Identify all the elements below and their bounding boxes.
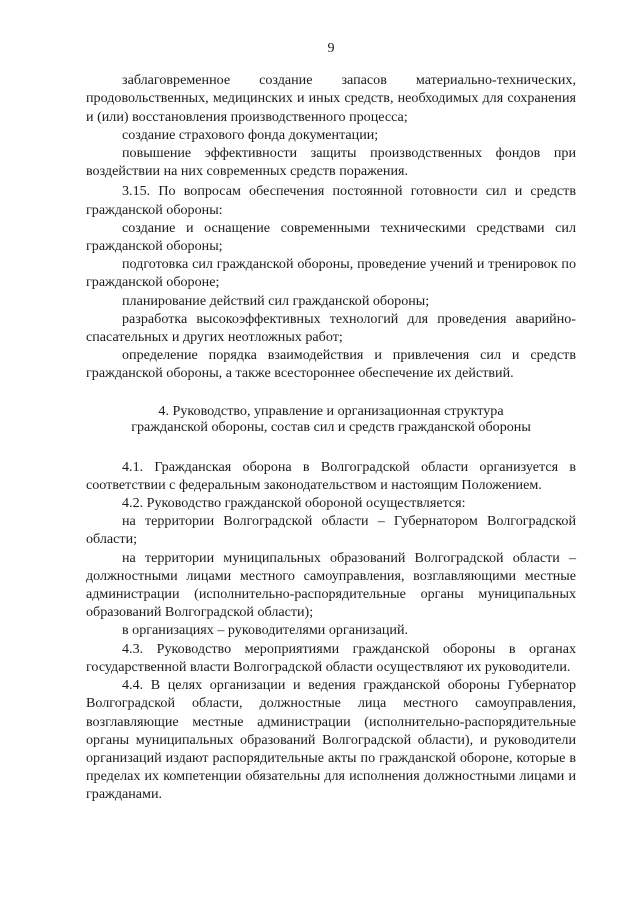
paragraph: 3.15. По вопросам обеспечения постоянной готовности сил и средств гражданской обороны: <box>86 183 576 218</box>
paragraph: 4.3. Руководство мероприятиями гражданской обороны в органах государственной власти Волгоградской области осуществляют их руководители. <box>86 640 576 675</box>
top-paragraphs <box>86 71 576 382</box>
paragraph: подготовка сил гражданской обороны, проведение учений и тренировок по гражданской обороне; <box>86 256 576 291</box>
bottom-paragraphs <box>86 458 576 804</box>
paragraph: создание страхового фонда документации; <box>122 126 379 143</box>
paragraph: заблаговременное создание запасов материально-технических, продовольственных, медицинских и иных средств, необходимых для сохранения и (или) восстановления производственного процесса; <box>86 72 576 125</box>
page-number: 9 <box>327 41 335 56</box>
paragraph: планирование действий сил гражданской обороны; <box>122 292 430 309</box>
section-title-line: 4. Руководство, управление и организационная структура <box>158 402 504 419</box>
paragraph: разработка высокоэффективных технологий для проведения аварийно-спасательных и других неотложных работ; <box>86 310 576 346</box>
paragraph: на территории Волгоградской области – Губернатором Волгоградской области; <box>86 513 576 548</box>
paragraph: в организациях – руководителями организаций. <box>122 622 409 639</box>
paragraph: на территории муниципальных образований Волгоградской области – должностными лицами местного самоуправления, возглавляющими местные администрации (исполнительно-распорядительные органы муниципальных образований Волгоградской области); <box>86 549 576 621</box>
paragraph: 4.4. В целях организации и ведения гражданской обороны Губернатор Волгоградской области, должностные лица местного самоуправления, возглавляющие местные администрации (исполнительно-распорядительные органы муниципальных образований Волгоградской области), и руководители организаций издают распорядительные акты по гражданской обороне, которые в пределах их компетенции обязательны для исполнения должностными лицами и гражданами. <box>86 677 576 803</box>
section-title-line: гражданской обороны, состав сил и средств гражданской обороны <box>131 419 531 436</box>
paragraph: создание и оснащение современными техническими средствами сил гражданской обороны; <box>86 219 576 255</box>
section-title <box>86 403 576 436</box>
paragraph: 4.1. Гражданская оборона в Волгоградской области организуется в соответствии с федеральным законодательством и настоящим Положением. <box>86 458 576 493</box>
paragraph: 4.2. Руководство гражданской обороной осуществляется: <box>122 495 466 512</box>
paragraph: повышение эффективности защиты производственных фондов при воздействии на них современных средств поражения. <box>86 145 576 180</box>
paragraph: определение порядка взаимодействия и привлечения сил и средств гражданской обороны, а также всестороннее обеспечение их действий. <box>86 347 576 382</box>
